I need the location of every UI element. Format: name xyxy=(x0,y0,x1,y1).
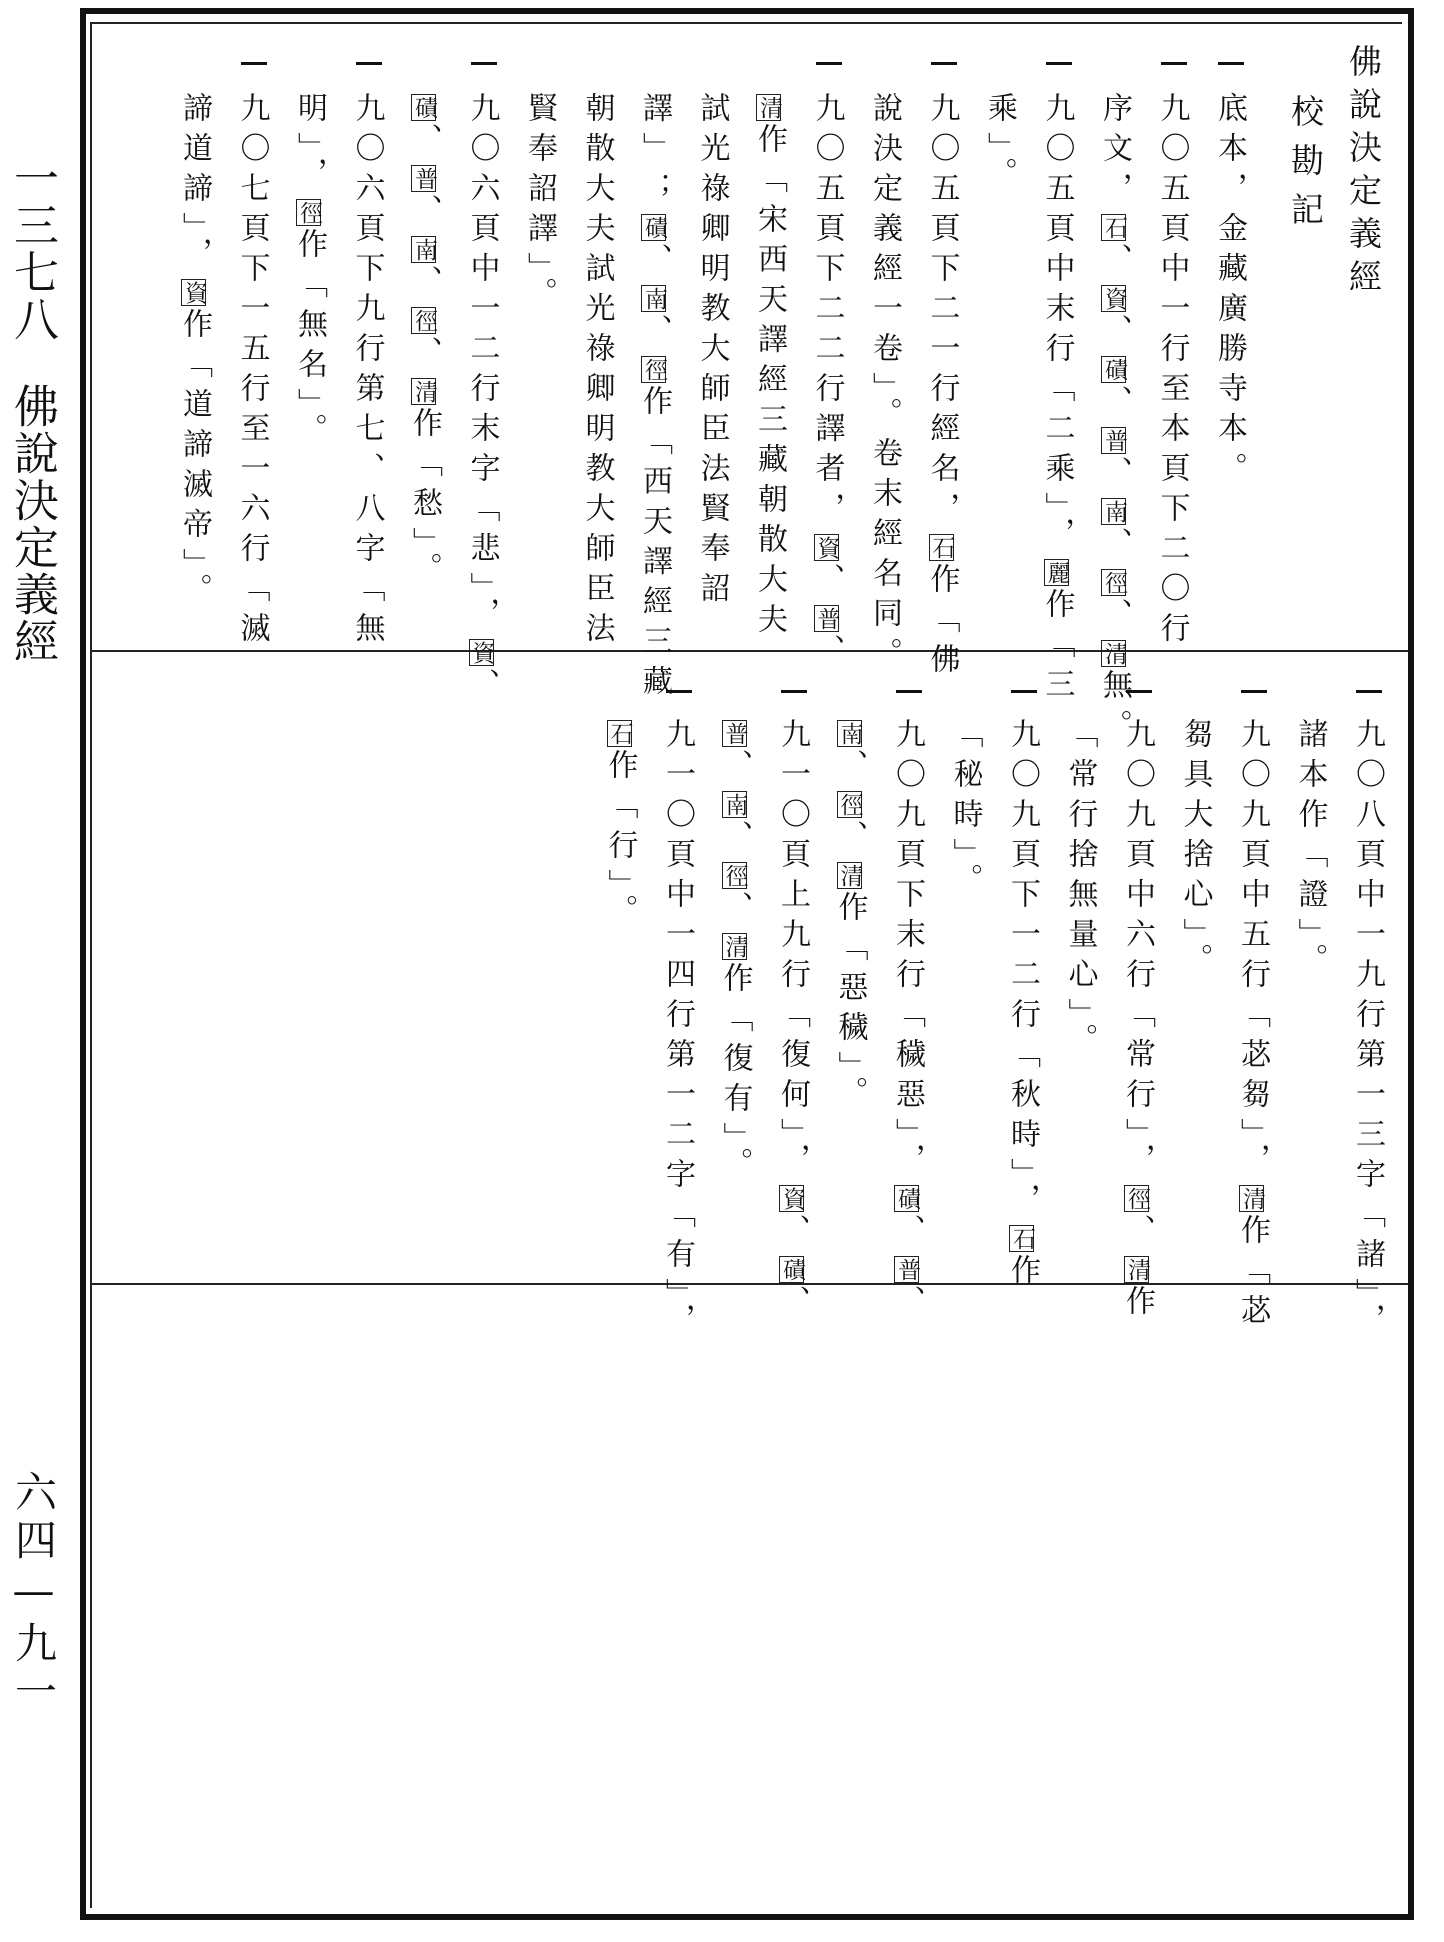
collation-line: 朝散大夫試光祿卿明教大師臣法 xyxy=(579,92,615,652)
edition-tag: 磧 xyxy=(894,1187,920,1210)
edition-tag: 普 xyxy=(721,722,748,745)
collation-line: 諦道諦」，資作「道諦滅帝」。 xyxy=(177,92,212,613)
edition-tag: 南 xyxy=(411,238,437,261)
edition-tag: 資 xyxy=(181,281,207,304)
collation-line: 序文，石、資、磧、普、南、徑、清無。 xyxy=(1097,92,1132,749)
collation-line: 磧、普、南、徑、清作「愁」。 xyxy=(407,96,442,592)
entry-marker xyxy=(241,62,267,65)
collation-line: 九〇七頁下一五行至一六行「滅 xyxy=(234,92,270,652)
entry-marker xyxy=(666,690,692,693)
collation-line: 南、徑、清作「惡穢」。 xyxy=(832,722,868,1116)
margin-sutra-title: 佛說決定義經 xyxy=(6,383,59,665)
collation-line: 九〇六頁中一二行末字「悲」，資、 xyxy=(464,92,500,708)
edition-tag: 清 xyxy=(836,864,863,887)
collation-line: 諸本作「證」。 xyxy=(1292,718,1328,983)
edition-tag: 徑 xyxy=(411,309,437,332)
margin-page-number: 六四—九一 xyxy=(9,1470,58,1717)
edition-tag: 南 xyxy=(721,793,748,816)
entry-marker xyxy=(1126,690,1152,693)
edition-tag: 清 xyxy=(1101,642,1127,665)
entry-marker xyxy=(1046,62,1072,65)
collation-line: 譯」；磧、南、徑作「西天譯經三藏 xyxy=(637,92,672,705)
edition-tag: 徑 xyxy=(721,864,748,887)
edition-tag: 清 xyxy=(411,380,437,403)
edition-tag: 麗 xyxy=(1043,561,1070,584)
collation-line: 底本，金藏廣勝寺本。 xyxy=(1212,92,1247,492)
entry-marker xyxy=(356,62,382,65)
entry-marker xyxy=(931,62,957,65)
collation-line: 說決定義經一卷」。卷末經名同。 xyxy=(867,92,902,677)
collation-line: 明」，徑作「無名」。 xyxy=(292,92,327,453)
edition-tag: 南 xyxy=(641,287,667,310)
collation-line: 九〇五頁下二一行經名，石作「佛 xyxy=(924,92,960,683)
collation-line: 九〇五頁中一行至本頁下二〇行 xyxy=(1154,92,1190,652)
edition-tag: 石 xyxy=(1101,216,1127,239)
edition-tag: 資 xyxy=(813,536,840,559)
edition-tag: 普 xyxy=(813,607,840,630)
collation-line: 賢奉詔譯」。 xyxy=(522,92,557,317)
collation-line: 九〇九頁下一二行「秋時」，石作 xyxy=(1005,718,1040,1294)
edition-tag: 清 xyxy=(756,96,782,119)
entry-marker xyxy=(1161,62,1187,65)
collation-line: 試光祿卿明教大師臣法賢奉詔 xyxy=(694,92,730,612)
edition-tag: 普 xyxy=(1101,429,1127,452)
collation-line: 九一〇頁中一四行第一二字「有」， xyxy=(660,718,695,1343)
edition-tag: 清 xyxy=(1239,1187,1265,1210)
heading-title: 佛說決定義經 xyxy=(1344,44,1383,302)
collation-line: 九〇六頁下九行第七、八字「無 xyxy=(349,92,385,652)
entry-marker xyxy=(896,690,922,693)
margin-running-title xyxy=(6,155,59,665)
collation-line: 九〇九頁中六行「常行」，徑、清作 xyxy=(1120,718,1155,1325)
edition-tag: 磧 xyxy=(411,96,437,119)
edition-tag: 石 xyxy=(606,722,633,745)
edition-tag: 清 xyxy=(1124,1258,1150,1281)
edition-tag: 清 xyxy=(721,935,748,958)
edition-tag: 徑 xyxy=(296,201,322,224)
edition-tag: 資 xyxy=(779,1187,805,1210)
collation-line: 九〇八頁中一九行第一三字「諸」， xyxy=(1350,718,1385,1343)
edition-tag: 徑 xyxy=(1101,571,1127,594)
collation-line: 九〇九頁中五行「苾芻」，清作「苾 xyxy=(1235,718,1270,1334)
register-divider-top xyxy=(90,650,1408,652)
collation-line: 九一〇頁上九行「復何」，資、磧、 xyxy=(775,718,810,1325)
edition-tag: 石 xyxy=(1009,1227,1035,1250)
collation-line: 「秘時」。 xyxy=(947,718,983,903)
entry-marker xyxy=(1241,690,1267,693)
entry-marker xyxy=(471,62,497,65)
register-divider-bottom xyxy=(90,1283,1408,1285)
heading-subtitle: 校勘記 xyxy=(1286,94,1325,241)
edition-tag: 磧 xyxy=(779,1258,805,1281)
collation-line: 清作「宋西天譯經三藏朝散大夫 xyxy=(752,96,787,643)
collation-line: 普、南、徑、清作「復有」。 xyxy=(717,722,753,1187)
edition-tag: 石 xyxy=(928,536,955,559)
collation-line: 「常行捨無量心」。 xyxy=(1062,718,1098,1063)
edition-tag: 徑 xyxy=(1124,1187,1150,1210)
entry-marker xyxy=(816,62,842,65)
edition-tag: 磧 xyxy=(641,216,667,239)
edition-tag: 普 xyxy=(411,167,437,190)
edition-tag: 南 xyxy=(1101,500,1127,523)
collation-line: 石作「行」。 xyxy=(602,722,638,934)
entry-marker xyxy=(1011,690,1037,693)
edition-tag: 普 xyxy=(894,1258,920,1281)
collation-line: 九〇九頁下末行「穢惡」，磧、普、 xyxy=(890,718,925,1325)
edition-tag: 資 xyxy=(1101,287,1127,310)
edition-tag: 徑 xyxy=(836,793,863,816)
edition-tag: 徑 xyxy=(641,358,667,381)
entry-marker xyxy=(781,690,807,693)
edition-tag: 磧 xyxy=(1101,358,1127,381)
collation-line: 九〇五頁中末行「二乘」，麗作「三 xyxy=(1039,92,1075,708)
collation-line: 九〇五頁下二二行譯者，資、普、 xyxy=(809,92,845,674)
edition-tag: 南 xyxy=(836,722,863,745)
entry-marker xyxy=(1356,690,1382,693)
collation-line: 芻具大捨心」。 xyxy=(1177,718,1213,983)
entry-marker xyxy=(1218,62,1244,65)
margin-volume-number: 一三七八 xyxy=(6,155,59,343)
edition-tag: 資 xyxy=(468,641,495,664)
collation-line: 乘」。 xyxy=(982,92,1017,197)
